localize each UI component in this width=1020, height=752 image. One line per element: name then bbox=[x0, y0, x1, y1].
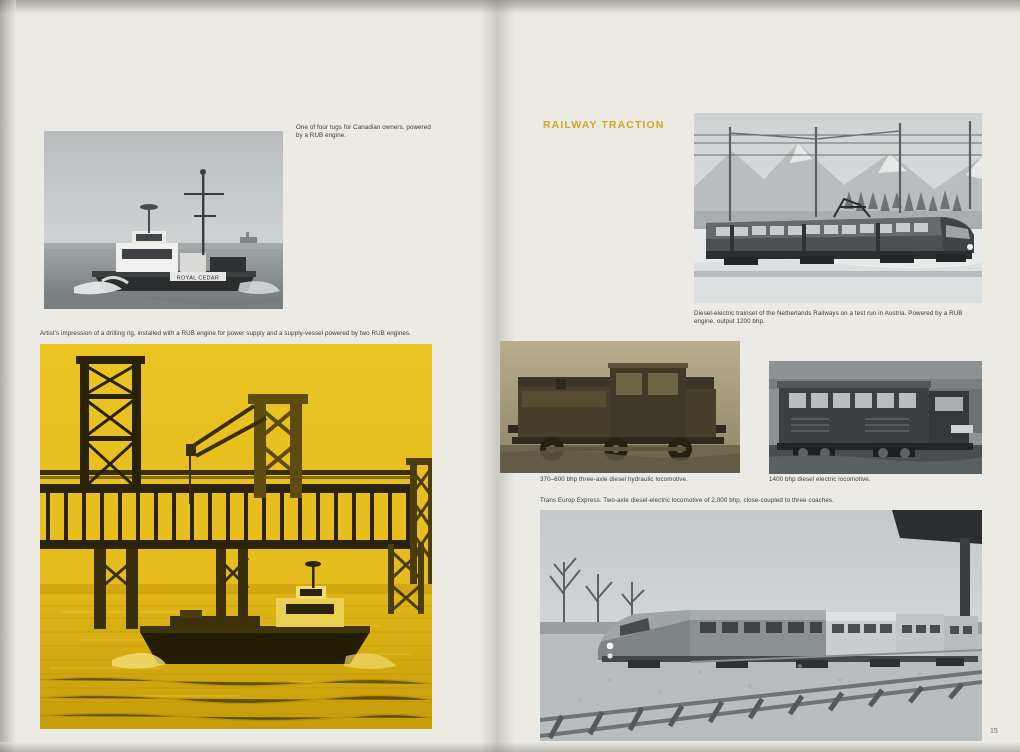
caption-electric-loco: 1400 bhp diesel electric locomotive. bbox=[769, 476, 871, 483]
photo-shunter bbox=[500, 341, 740, 473]
caption-bridge: Artist's impression of a drilling rig, installed with a RUB engine for power supply and a supply-vessel powered by two RUB engines. bbox=[40, 330, 411, 337]
page-edge-top bbox=[0, 0, 1020, 14]
caption-shunter: 370–600 bhp three-axle diesel hydraulic locomotive. bbox=[540, 476, 688, 483]
caption-trans-europ: Trans Europ Express. Two-axle diesel-electric locomotive of 2,000 bhp, close-coupled to three coaches. bbox=[540, 497, 834, 504]
photo-tug bbox=[44, 131, 283, 309]
page-number: 15 bbox=[990, 728, 998, 735]
svg-text:ROYAL CEDAR: ROYAL CEDAR bbox=[176, 275, 220, 282]
photo-dutch-railcar bbox=[694, 113, 982, 303]
caption-tug-top: One of four tugs for Canadian owners, powered by a RUB engine. bbox=[296, 124, 431, 139]
section-title: RAILWAY TRACTION bbox=[543, 119, 665, 131]
photo-electric-loco bbox=[769, 361, 982, 474]
page-edge-bottom bbox=[0, 742, 1020, 752]
caption-dutch-railcar: Diesel-electric trainset of the Netherlands Railways on a test run in Austria. Powered by a RUB engine, output 1200 bhp. bbox=[694, 310, 963, 325]
page-edge-left bbox=[0, 0, 16, 752]
photo-bridge bbox=[40, 344, 432, 729]
photo-trans-europ bbox=[540, 510, 982, 741]
